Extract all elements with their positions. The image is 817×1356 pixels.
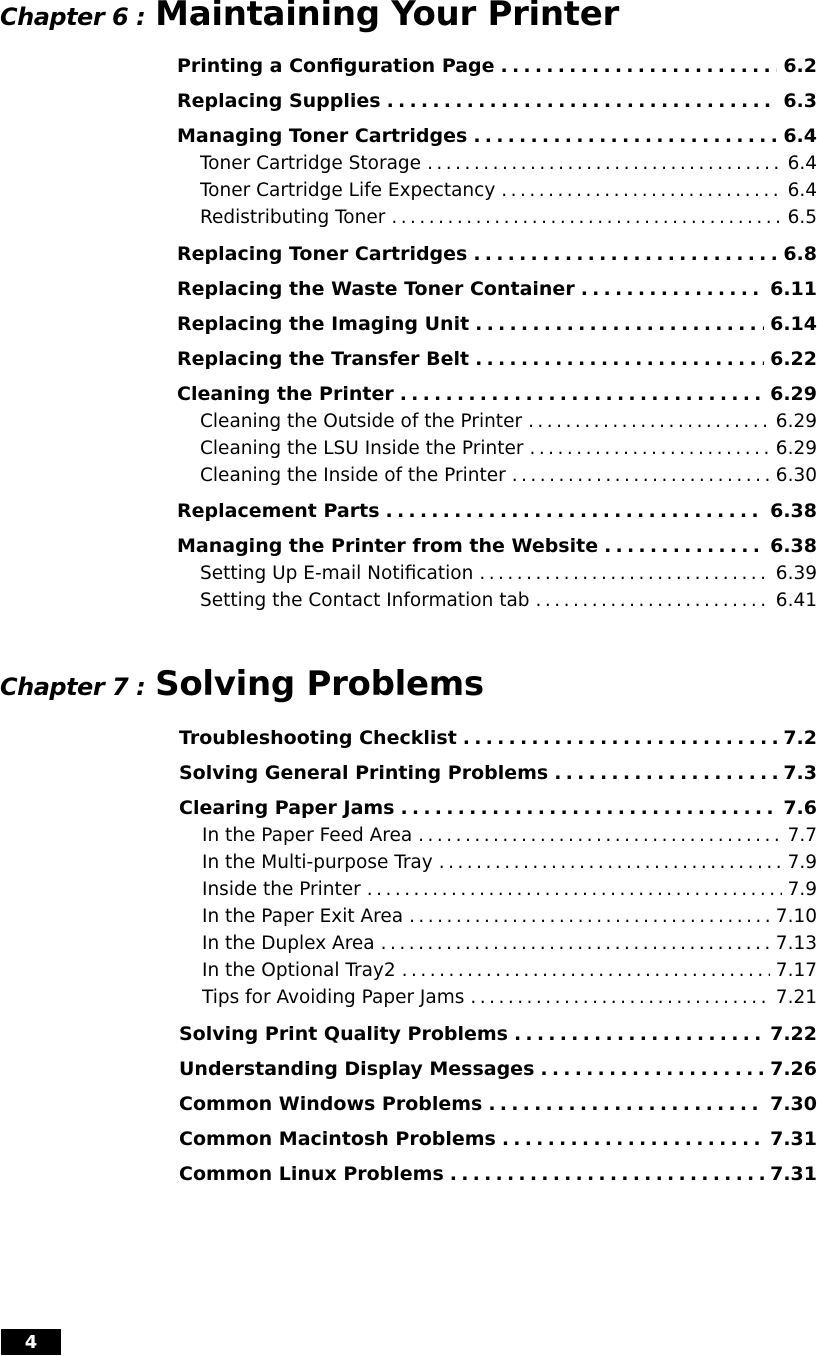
toc-entry-title: Replacing Toner Cartridges [177,243,468,265]
toc-entry-page: 6.11 [770,278,817,300]
toc-entry-page: 6.22 [770,348,817,370]
toc-entry-title: Solving General Printing Problems [179,762,549,784]
toc-entry-title: Understanding Display Messages [179,1058,535,1080]
toc-entry[interactable] [177,125,817,147]
toc-entry-title: Solving Print Quality Problems [179,1023,508,1045]
chapter-6-title: Maintaining Your Printer [155,0,619,34]
toc-entry-page: 7.26 [770,1058,817,1080]
toc-entry-title: Replacement Parts [177,500,380,522]
toc-entry-page: 6.14 [770,313,817,335]
toc-leader-dots [470,987,769,1008]
toc-entry-title: Setting Up E-mail Notification [200,563,474,584]
toc-leader-dots [475,313,764,335]
toc-entry-title: Cleaning the LSU Inside the Printer [200,438,524,459]
toc-entry[interactable] [179,797,817,819]
toc-entry[interactable] [177,500,817,522]
toc-entry-title: In the Duplex Area [202,933,375,954]
toc-entry[interactable] [200,411,817,432]
toc-entry-title: Common Windows Problems [179,1093,483,1115]
toc-leader-dots [450,1163,764,1185]
toc-leader-dots [540,1058,764,1080]
toc-entry[interactable] [177,90,817,112]
chapter-7-prefix: Chapter 7 : [0,673,146,701]
toc-leader-dots [514,1023,764,1045]
toc-leader-dots [418,825,781,846]
toc-entry-page: 7.2 [783,727,817,749]
chapter-6-heading [0,0,619,34]
toc-entry-page: 6.4 [783,125,817,147]
toc-entry[interactable] [202,906,817,927]
toc-entry-page: 7.30 [770,1093,817,1115]
toc-entry[interactable] [179,1163,817,1185]
toc-entry[interactable] [200,153,817,174]
toc-entry-page: 6.4 [787,180,817,201]
toc-entry[interactable] [200,207,817,228]
chapter-6-prefix: Chapter 6 : [0,3,146,31]
toc-entry-title: Cleaning the Inside of the Printer [200,465,506,486]
toc-entry-page: 7.9 [787,879,817,900]
toc-entry-title: Managing Toner Cartridges [177,125,468,147]
toc-entry[interactable] [202,825,817,846]
toc-entry-title: Toner Cartridge Storage [200,153,422,174]
toc-leader-dots [387,90,778,112]
toc-entry-page: 7.7 [787,825,817,846]
toc-entry[interactable] [179,1128,817,1150]
toc-entry-title: Replacing Supplies [177,90,381,112]
toc-leader-dots [439,852,782,873]
toc-entry-title: Cleaning the Outside of the Printer [200,411,523,432]
toc-entry-title: In the Optional Tray2 [202,960,396,981]
toc-entry[interactable] [202,879,817,900]
toc-entry-page: 6.38 [770,535,817,557]
chapter-7-heading [0,664,484,704]
toc-entry-title: Toner Cartridge Life Expectancy [200,180,496,201]
toc-leader-dots [381,933,770,954]
toc-entry-title: Inside the Printer [202,879,361,900]
toc-leader-dots [501,180,781,201]
toc-entry[interactable] [202,987,817,1008]
toc-entry-title: Replacing the Waste Toner Container [177,278,575,300]
toc-leader-dots [479,563,769,584]
toc-leader-dots [391,207,781,228]
toc-leader-dots [581,278,764,300]
toc-entry-title: In the Paper Exit Area [202,906,404,927]
toc-entry-page: 7.9 [787,852,817,873]
toc-entry[interactable] [179,1093,817,1115]
toc-entry[interactable] [200,590,817,611]
toc-entry[interactable] [179,727,817,749]
toc-entry-title: In the Multi-purpose Tray [202,852,433,873]
toc-entry-page: 6.41 [775,590,817,611]
toc-entry-page: 6.29 [775,411,817,432]
toc-entry-title: In the Paper Feed Area [202,825,413,846]
toc-leader-dots [554,762,777,784]
toc-entry-page: 6.3 [783,90,817,112]
toc-leader-dots [401,797,778,819]
toc-entry-title: Replacing the Imaging Unit [177,313,470,335]
toc-entry-page: 6.2 [783,55,817,77]
toc-entry-page: 7.10 [775,906,817,927]
toc-entry-page: 6.29 [775,438,817,459]
toc-entry-page: 7.17 [775,960,817,981]
toc-entry-page: 6.29 [770,383,817,405]
toc-entry-page: 6.39 [775,563,817,584]
toc-leader-dots [528,411,770,432]
toc-entry[interactable] [177,55,817,77]
toc-entry-page: 7.3 [783,762,817,784]
toc-entry[interactable] [177,348,817,370]
toc-entry[interactable] [179,762,817,784]
toc-entry-title: Replacing the Transfer Belt [177,348,470,370]
toc-entry-title: Printing a Configuration Page [177,55,495,77]
toc-entry[interactable] [177,278,817,300]
toc-entry-title: Managing the Printer from the Website [177,535,599,557]
toc-entry-title: Tips for Avoiding Paper Jams [202,987,465,1008]
toc-entry-title: Clearing Paper Jams [179,797,395,819]
toc-leader-dots [402,960,770,981]
toc-entry[interactable] [177,313,817,335]
toc-entry-page: 6.8 [783,243,817,265]
toc-entry[interactable] [177,535,817,557]
toc-leader-dots [475,348,764,370]
toc-leader-dots [409,906,770,927]
toc-entry-title: Cleaning the Printer [177,383,394,405]
toc-entry-page: 7.21 [775,987,817,1008]
toc-entry-page: 6.38 [770,500,817,522]
toc-leader-dots [502,1128,764,1150]
toc-entry[interactable] [179,1058,817,1080]
toc-leader-dots [463,727,778,749]
toc-leader-dots [604,535,764,557]
toc-leader-dots [473,125,777,147]
toc-entry-page: 7.22 [770,1023,817,1045]
toc-leader-dots [427,153,782,174]
toc-entry-page: 7.31 [770,1128,817,1150]
toc-entry-page: 6.30 [775,465,817,486]
toc-entry-title: Common Macintosh Problems [179,1128,496,1150]
toc-leader-dots [529,438,769,459]
toc-entry-title: Common Linux Problems [179,1163,444,1185]
toc-entry[interactable] [202,960,817,981]
toc-entry[interactable] [200,563,817,584]
toc-entry-title: Setting the Contact Information tab [200,590,530,611]
toc-entry[interactable] [200,465,817,486]
toc-entry[interactable] [202,852,817,873]
toc-leader-dots [473,243,777,265]
toc-leader-dots [488,1093,764,1115]
toc-leader-dots [512,465,770,486]
toc-entry-page: 7.6 [783,797,817,819]
toc-leader-dots [400,383,764,405]
toc-leader-dots [501,55,778,77]
toc-leader-dots [536,590,770,611]
toc-entry-page: 6.4 [787,153,817,174]
toc-entry-page: 6.5 [787,207,817,228]
toc-entry[interactable] [179,1023,817,1045]
chapter-7-title: Solving Problems [155,664,484,704]
toc-entry[interactable] [200,180,817,201]
toc-entry[interactable] [202,933,817,954]
toc-entry-page: 7.31 [770,1163,817,1185]
toc-leader-dots [367,879,782,900]
toc-entry[interactable] [177,383,817,405]
toc-leader-dots [386,500,765,522]
toc-entry-title: Troubleshooting Checklist [179,727,457,749]
toc-entry-title: Redistributing Toner [200,207,386,228]
toc-entry[interactable] [200,438,817,459]
page-number: 4 [1,1329,61,1355]
toc-entry[interactable] [177,243,817,265]
toc-entry-page: 7.13 [775,933,817,954]
